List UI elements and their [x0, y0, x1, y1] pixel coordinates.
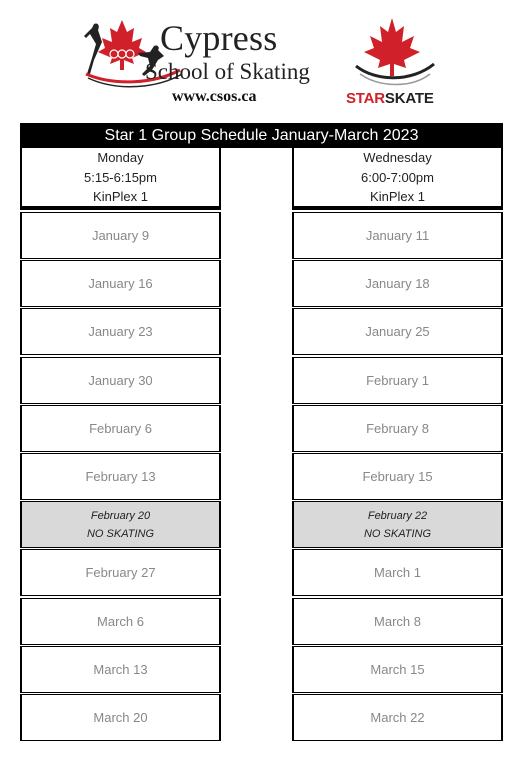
- wednesday-date-cell: [292, 308, 503, 355]
- monday-date-label: January 9: [91, 228, 150, 243]
- monday-date-label: January 23: [88, 324, 153, 340]
- monday-time: 5:15-6:15pm: [84, 169, 157, 185]
- monday-day: Monday: [97, 150, 144, 165]
- monday-date-cell: [20, 694, 221, 741]
- wednesday-date-cell: [292, 260, 503, 307]
- monday-date-label: February 20: [90, 509, 151, 522]
- schedule-title: Star 1 Group Schedule January-March 2023: [20, 123, 503, 148]
- monday-date-note: NO SKATING: [86, 527, 155, 540]
- monday-header: [20, 148, 221, 210]
- monday-date-cell: [20, 453, 221, 500]
- monday-date-cell: [20, 405, 221, 452]
- wednesday-date-label: March 22: [370, 710, 425, 725]
- wednesday-date-note: NO SKATING: [363, 527, 432, 540]
- monday-date-label: January 16: [88, 276, 153, 292]
- wednesday-date-cell: [292, 212, 503, 259]
- monday-date-cell: [20, 549, 221, 596]
- monday-date-label: February 27: [85, 565, 156, 581]
- wednesday-date-label: February 15: [362, 469, 433, 484]
- monday-date-cell: [20, 501, 221, 548]
- wednesday-date-label: March 1: [374, 565, 421, 581]
- wednesday-date-cell: [292, 646, 503, 693]
- wednesday-time: 6:00-7:00pm: [361, 169, 434, 185]
- wednesday-date-label: February 1: [366, 372, 429, 388]
- wednesday-day: Wednesday: [363, 150, 432, 165]
- monday-date-label: February 6: [89, 420, 152, 436]
- monday-date-cell: [20, 646, 221, 693]
- wednesday-date-label: January 11: [365, 228, 430, 243]
- starskate-wordmark: [346, 91, 434, 107]
- monday-date-label: March 13: [93, 661, 148, 677]
- monday-date-label: January 30: [88, 372, 153, 388]
- wednesday-date-cell: [292, 598, 503, 645]
- monday-date-cell: [20, 308, 221, 355]
- starskate-star-text: STAR: [346, 90, 385, 107]
- monday-date-cell: [20, 212, 221, 259]
- wednesday-date-cell: [292, 694, 503, 741]
- wednesday-date-cell: [292, 501, 503, 548]
- starskate-skate-text: SKATE: [384, 90, 434, 107]
- wednesday-date-cell: [292, 405, 503, 452]
- monday-date-label: February 13: [85, 469, 156, 484]
- org-url: www.csos.ca: [172, 88, 257, 105]
- wednesday-date-cell: [292, 549, 503, 596]
- wednesday-date-cell: [292, 453, 503, 500]
- org-subtitle: School of Skating: [145, 59, 310, 84]
- wednesday-date-label: January 25: [365, 324, 430, 340]
- monday-date-cell: [20, 357, 221, 404]
- wednesday-date-cell: [292, 357, 503, 404]
- org-name: Cypress: [160, 18, 278, 58]
- wednesday-date-label: February 8: [366, 420, 429, 436]
- wednesday-date-label: March 15: [370, 661, 425, 677]
- wednesday-header: [292, 148, 503, 210]
- monday-date-cell: [20, 598, 221, 645]
- monday-date-label: March 20: [93, 710, 148, 725]
- wednesday-location: KinPlex 1: [370, 189, 425, 204]
- wednesday-date-label: March 8: [374, 613, 421, 629]
- wednesday-date-label: February 22: [367, 509, 428, 522]
- monday-date-cell: [20, 260, 221, 307]
- header: [0, 0, 530, 115]
- wednesday-date-label: January 18: [365, 276, 430, 292]
- monday-date-label: March 6: [97, 613, 144, 629]
- monday-location: KinPlex 1: [93, 189, 148, 204]
- starskate-maple-leaf-icon: [350, 16, 436, 90]
